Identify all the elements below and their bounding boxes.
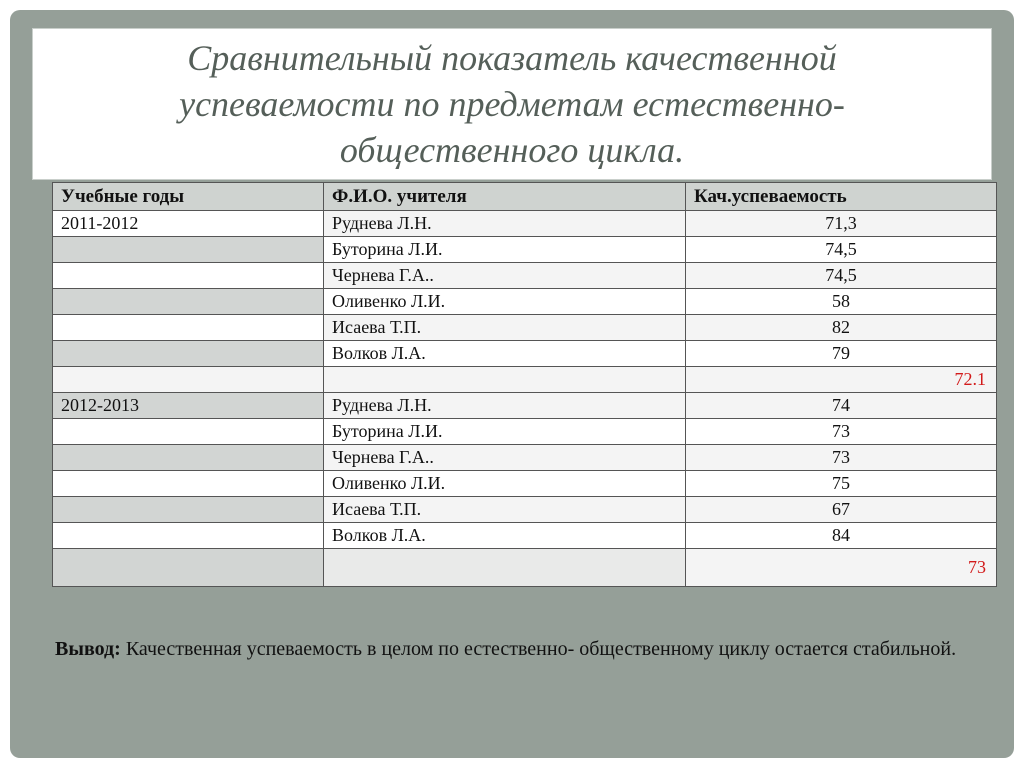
conclusion-label: Вывод: (55, 638, 121, 660)
score-cell: 67 (686, 497, 997, 523)
year-cell (53, 341, 324, 367)
score-cell: 84 (686, 523, 997, 549)
teacher-cell: Волков Л.А. (324, 523, 686, 549)
table-row (53, 289, 997, 315)
teacher-cell: Руднева Л.Н. (324, 211, 686, 237)
score-cell: 79 (686, 341, 997, 367)
score-cell: 71,3 (686, 211, 997, 237)
year-cell (53, 497, 324, 523)
score-cell: 74 (686, 393, 997, 419)
table-row (53, 471, 997, 497)
score-cell: 58 (686, 289, 997, 315)
teacher-cell: Буторина Л.И. (324, 419, 686, 445)
title-line: успеваемости по предметам естественно- (179, 84, 845, 124)
score-cell: 82 (686, 315, 997, 341)
table-row (53, 237, 997, 263)
summary-row (53, 367, 997, 393)
teacher-cell: Оливенко Л.И. (324, 471, 686, 497)
title-line: Сравнительный показатель качественной (187, 38, 837, 78)
score-cell: 74,5 (686, 263, 997, 289)
quality-performance-table (52, 182, 997, 587)
year-cell (53, 523, 324, 549)
header-teacher-name: Ф.И.О. учителя (324, 183, 686, 211)
teacher-cell: Чернева Г.А.. (324, 263, 686, 289)
teacher-cell: Волков Л.А. (324, 341, 686, 367)
year-cell: 2012-2013 (53, 393, 324, 419)
year-cell (53, 445, 324, 471)
slide-title (33, 29, 991, 173)
table-row (53, 419, 997, 445)
year-cell (53, 289, 324, 315)
conclusion-paragraph (55, 634, 985, 664)
header-academic-years: Учебные годы (53, 183, 324, 211)
year-cell (53, 471, 324, 497)
table-row (53, 263, 997, 289)
year-cell (53, 315, 324, 341)
score-cell: 73 (686, 445, 997, 471)
year-cell (53, 549, 324, 587)
table-row (53, 341, 997, 367)
table-row (53, 315, 997, 341)
summary-score-cell: 73 (686, 549, 997, 587)
teacher-cell: Исаева Т.П. (324, 315, 686, 341)
summary-score-cell: 72.1 (686, 367, 997, 393)
teacher-cell (324, 549, 686, 587)
slide (10, 10, 1014, 758)
table-row (53, 393, 997, 419)
year-cell (53, 263, 324, 289)
teacher-cell: Буторина Л.И. (324, 237, 686, 263)
year-cell (53, 237, 324, 263)
year-cell (53, 419, 324, 445)
table-row (53, 523, 997, 549)
header-quality-performance: Кач.успеваемость (686, 183, 997, 211)
conclusion-text: Качественная успеваемость в целом по естественно- общественному циклу остается стабильной. (120, 638, 957, 660)
summary-row (53, 549, 997, 587)
teacher-cell: Исаева Т.П. (324, 497, 686, 523)
score-cell: 75 (686, 471, 997, 497)
year-cell: 2011-2012 (53, 211, 324, 237)
teacher-cell (324, 367, 686, 393)
table-row (53, 497, 997, 523)
table-row (53, 211, 997, 237)
title-line: общественного цикла. (339, 130, 685, 170)
score-cell: 74,5 (686, 237, 997, 263)
teacher-cell: Руднева Л.Н. (324, 393, 686, 419)
teacher-cell: Чернева Г.А.. (324, 445, 686, 471)
year-cell (53, 367, 324, 393)
score-cell: 73 (686, 419, 997, 445)
teacher-cell: Оливенко Л.И. (324, 289, 686, 315)
title-box (32, 28, 992, 180)
table-row (53, 445, 997, 471)
table-header-row (53, 183, 997, 211)
